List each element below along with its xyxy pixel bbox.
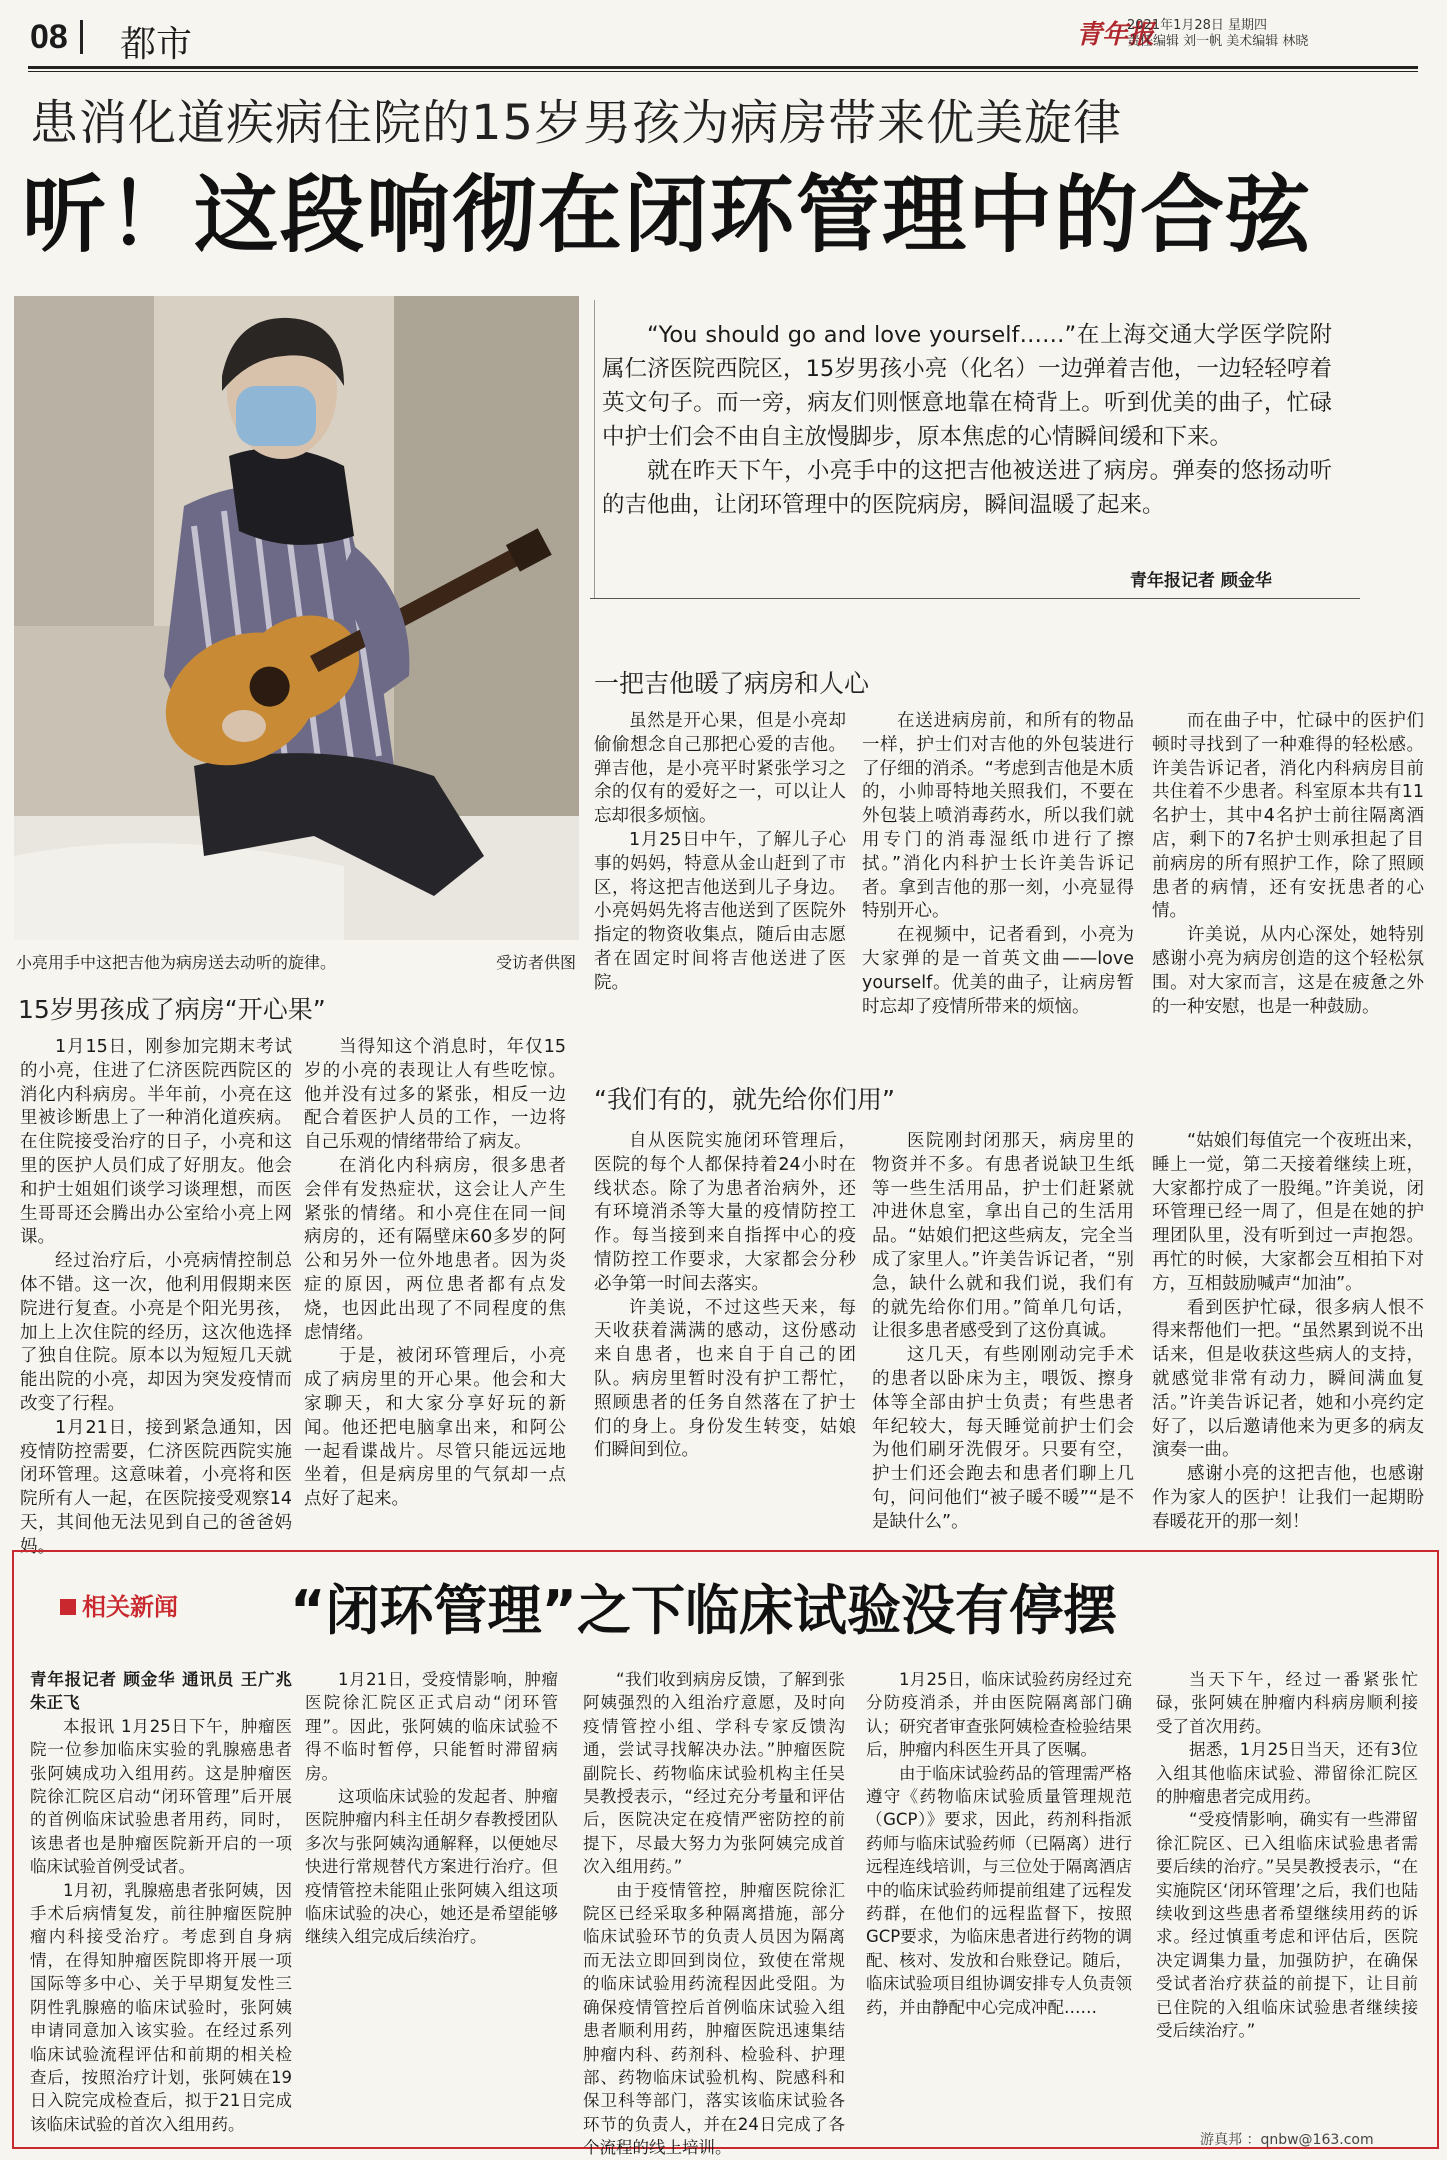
paragraph: 由于疫情管控，肿瘤医院徐汇院区已经采取多种隔离措施，部分临床试验环节的负责人员因为隔离而无法立即回到岗位，致使在常规的临床试验用药流程因此受阻。为确保疫情管控后首例临床试验入组患者顺利用药，肿瘤医院迅速集结肿瘤内科、药剂科、检验科、护理部、药物临床试验机构、院感科和保卫科等部门，落实该临床试验各环节的负责人，并在24日完成了各个流程的线上培训。	[583, 1880, 845, 2158]
paragraph: 这几天，有些刚刚动完手术的患者以卧床为主，喂饭、擦身体等全部由护士负责；有些患者年纪较大，每天睡觉前护士们会为他们刷牙洗假牙。只要有空，护士们还会跑去和患者们聊上几句，问问他们“被子暖不暖”“是不是缺什么”。	[872, 1345, 1134, 1532]
article-lead	[602, 318, 1332, 522]
paragraph: 于是，被闭环管理后，小亮成了病房里的开心果。他会和大家聊天，和大家分享好玩的新闻。他还把电脑拿出来，和阿公一起看谍战片。尽管只能远远地坐着，但是病房里的气氛却一点点好了起来。	[304, 1346, 566, 1510]
related-text-column	[583, 1668, 845, 2160]
article-kicker: 患消化道疾病住院的15岁男孩为病房带来优美旋律	[30, 95, 1123, 151]
page-footer: 游真邦 ：qnbw@163.com	[1200, 2132, 1374, 2148]
related-byline: 青年报记者 顾金华 通讯员 王广兆 朱正飞	[30, 1670, 292, 1713]
photo-credit: 受访者供图	[495, 953, 576, 972]
page-number	[30, 18, 95, 57]
paragraph: 1月21日，接到紧急通知，因疫情防控需要，仁济医院西院实施闭环管理。这意味着，小亮将和医院所有人一起，在医院接受观察14天，其间他无法见到自己的爸爸妈妈。	[20, 1417, 292, 1557]
related-text-column	[866, 1668, 1132, 2019]
paragraph: 在视频中，记者看到，小亮为大家弹的是一首英文曲——love yourself。优美的曲子，让病房暂时忘却了疫情所带来的烦恼。	[862, 925, 1134, 1017]
related-text-column	[30, 1668, 292, 2136]
paragraph: 经过治疗后，小亮病情控制总体不错。这一次，他利用假期来医院进行复查。小亮是个阳光男孩，加上上次住院的经历，这次他选择了独自住院。原本以为短短几天就能出院的小亮，却因为突发疫情而改变了行程。	[20, 1251, 292, 1414]
text-column	[1152, 1130, 1424, 1535]
related-news-title: “闭环管理”之下临床试验没有停摆	[290, 1579, 1117, 1642]
paragraph: “姑娘们每值完一个夜班出来，睡上一觉，第二天接着继续上班，大家都拧成了一股绳。”许美说，闭环管理已经一周了，但是在她的护理团队里，没有听到过一声抱怨。再忙的时候，大家都会互相拍下对方，互相鼓励喊声“加油”。	[1152, 1131, 1424, 1294]
paragraph: 当得知这个消息时，年仅15岁的小亮的表现让人有些吃惊。他并没有过多的紧张，相反一边配合着医护人员的工作，一边将自己乐观的情绪带给了病友。	[304, 1037, 566, 1153]
text-column	[20, 1036, 292, 1560]
text-column	[594, 710, 846, 996]
newspaper-logo: 青年报	[1076, 20, 1155, 50]
related-news-tag-text: 相关新闻	[82, 1593, 178, 1621]
photo-caption	[16, 950, 576, 973]
lead-paragraph: “You should go and love yourself……”在上海交通大学医学院附属仁济医院西院区，15岁男孩小亮（化名）一边弹着吉他，一边轻轻哼着英文句子。而一旁，病友们则惬意地靠在椅背上。听到优美的曲子，忙碌中护士们会不由自主放慢脚步，原本焦虑的心情瞬间缓和下来。	[602, 322, 1332, 450]
paragraph: 1月21日，受疫情影响，肿瘤医院徐汇院区正式启动“闭环管理”。因此，张阿姨的临床试验不得不临时暂停，只能暂时滞留病房。	[305, 1670, 558, 1783]
paragraph: “受疫情影响，确实有一些滞留徐汇院区、已入组临床试验患者需要后续的治疗。”吴昊教授表示，“在实施院区‘闭环管理’之后，我们也陆续收到这些患者希望继续用药的诉求。经过慎重考虑和评估后，医院决定调集力量，加强防护，在确保受试者治疗获益的前提下，让目前已住院的入组临床试验患者继续接受后续治疗。”	[1156, 1810, 1418, 2041]
text-column	[304, 1036, 566, 1512]
page-number-text: 08	[30, 18, 68, 56]
lead-paragraph: 就在昨天下午，小亮手中的这把吉他被送进了病房。弹奏的悠扬动听的吉他曲，让闭环管理中的医院病房，瞬间温暖了起来。	[602, 458, 1332, 518]
paragraph: 1月25日，临床试验药房经过充分防疫消杀，并由医院隔离部门确认；研究者审查张阿姨检查检验结果后，肿瘤内科医生开具了医嘱。	[866, 1670, 1132, 1760]
paragraph: 感谢小亮的这把吉他，也感谢作为家人的医护！让我们一起期盼春暖花开的那一刻！	[1152, 1464, 1424, 1532]
header-rule-thin	[28, 71, 1418, 72]
paragraph: 当天下午，经过一番紧张忙碌，张阿姨在肿瘤内科病房顺利接受了首次用药。	[1156, 1670, 1418, 1736]
article-headline: 听！这段响彻在闭环管理中的合弦	[22, 166, 1313, 264]
paragraph: “我们收到病房反馈，了解到张阿姨强烈的入组治疗意愿，及时向疫情管控小组、学科专家反馈沟通，尝试寻找解决办法。”肿瘤医院副院长、药物临床试验机构主任吴昊教授表示，“经过充分考量和评估后，医院决定在疫情严密防控的前提下，尽最大努力为张阿姨完成首次入组用药。”	[583, 1670, 845, 1877]
header-divider	[80, 20, 83, 54]
related-text-column	[305, 1668, 558, 1949]
section-heading-happy: 15岁男孩成了病房“开心果”	[18, 995, 326, 1024]
paragraph: 1月15日，刚参加完期末考试的小亮，住进了仁济医院西院区的消化内科病房。半年前，小亮在这里被诊断患上了一种消化道疾病。在住院接受治疗的日子，小亮和这里的医护人员们成了好朋友。他会和护士姐姐们谈学习谈理想，而医生哥哥还会腾出办公室给小亮上网课。	[20, 1037, 292, 1248]
paragraph: 本报讯 1月25日下午，肿瘤医院一位参加临床实验的乳腺癌患者张阿姨成功入组用药。这是肿瘤医院徐汇院区启动“闭环管理”后开展的首例临床试验患者用药，同时，该患者也是肿瘤医院新开启的一项临床试验首例受试者。	[30, 1716, 292, 1877]
paragraph: 1月25日中午，了解儿子心事的妈妈，特意从金山赶到了市区，将这把吉他送到儿子身边。小亮妈妈先将吉他送到了医院外指定的物资收集点，随后由志愿者在固定时间将吉他送进了医院。	[594, 829, 846, 993]
text-column	[1152, 710, 1424, 1019]
paragraph: 这项临床试验的发起者、肿瘤医院肿瘤内科主任胡夕春教授团队多次与张阿姨沟通解释，以便她尽快进行常规替代方案进行治疗。但疫情管控未能阻止张阿姨入组这项临床试验的决心，她还是希望能够继续入组完成后续治疗。	[305, 1787, 558, 1947]
date-info	[1127, 18, 1308, 50]
paragraph: 由于临床试验药品的管理需严格遵守《药物临床试验质量管理规范（GCP）》要求，因此，药剂科指派药师与临床试验药师（已隔离）进行远程连线培训，与三位处于隔离酒店中的临床试验药师提前组建了远程发药群，在他们的远程监督下，按照GCP要求，为临床患者进行药物的调配、核对、发放和台账登记。随后，临床试验项目组协调安排专人负责领药，并由静配中心完成冲配……	[866, 1763, 1132, 2017]
section-name: 都市	[120, 24, 193, 65]
paragraph: 1月初，乳腺癌患者张阿姨，因手术后病情复发，前往肿瘤医院肿瘤内科接受治疗。考虑到自身病情，在得知肿瘤医院即将开展一项国际等多中心、关于早期复发性三阴性乳腺癌的临床试验时，张阿姨申请同意加入该实验。在经过系列临床试验流程评估和前期的相关检查后，按照治疗计划，张阿姨在19日入院完成检查后，拟于21日完成该临床试验的首次入组用药。	[30, 1880, 292, 2134]
related-news-tag	[60, 1587, 178, 1622]
text-column	[872, 1130, 1134, 1535]
section-heading-share: “我们有的，就先给你们用”	[594, 1085, 895, 1114]
paragraph: 自从医院实施闭环管理后，医院的每个人都保持着24小时在线状态。除了为患者治病外，还有环境消杀等大量的疫情防控工作。每当接到来自指挥中心的疫情防控工作要求，大家都会分秒必争第一时间去落实。	[594, 1131, 856, 1294]
lead-divider-vertical	[594, 300, 595, 598]
article-byline: 青年报记者 顾金华	[1130, 571, 1272, 591]
editor-line: 责任编辑 刘一帆 美术编辑 林晓	[1127, 34, 1309, 49]
photo-caption-text: 小亮用手中这把吉他为病房送去动听的旋律。	[16, 953, 337, 972]
header-rule	[28, 66, 1418, 69]
paragraph: 而在曲子中，忙碌中的医护们顿时寻找到了一种难得的轻松感。许美告诉记者，消化内科病房目前共住着不少患者。科室原本共有11名护士，其中4名护士前往隔离酒店，剩下的7名护士则承担起了目前病房的所有照护工作，除了照顾患者的病情，还有安抚患者的心情。	[1152, 711, 1424, 922]
text-column	[862, 710, 1134, 1019]
paragraph: 许美说，从内心深处，她特别感谢小亮为病房创造的这个轻松氛围。对大家而言，这是在疲惫之外的一种安慰，也是一种鼓励。	[1152, 925, 1424, 1017]
paragraph: 许美说，不过这些天来，每天收获着满满的感动，这份感动来自患者，也来自于自己的团队。病房里暂时没有护工帮忙，照顾患者的任务自然落在了护士们的身上。身份发生转变，姑娘们瞬间到位。	[594, 1297, 856, 1461]
square-bullet-icon	[60, 1599, 76, 1615]
lead-divider	[590, 598, 1360, 599]
paragraph: 医院刚封闭那天，病房里的物资并不多。有患者说缺卫生纸等一些生活用品，护士们赶紧就冲进休息室，拿出自己的生活用品。“姑娘们把这些病友，完全当成了家里人。”许美告诉记者，“别急，缺什么就和我们说，我们有的就先给你们用。”简单几句话，让很多患者感受到了这份真诚。	[872, 1131, 1134, 1342]
paragraph: 看到医护忙碌，很多病人恨不得来帮他们一把。“虽然累到说不出话来，但是收获这些病人的支持，就感觉非常有动力，瞬间满血复活。”许美告诉记者，她和小亮约定好了，以后邀请他来为更多的病友演奏一曲。	[1152, 1297, 1424, 1461]
date-line: 2021年1月28日 星期四	[1127, 18, 1268, 33]
paragraph: 据悉，1月25日当天，还有3位入组其他临床试验、滞留徐汇院区的肿瘤患者完成用药。	[1156, 1740, 1418, 1807]
paragraph: 在消化内科病房，很多患者会伴有发热症状，这会让人产生紧张的情绪。和小亮住在同一间病房的，还有隔壁床60多岁的阿公和另外一位外地患者。因为炎症的原因，两位患者都有点发烧，也因此出现了不同程度的焦虑情绪。	[304, 1155, 566, 1343]
section-heading-guitar: 一把吉他暖了病房和人心	[594, 669, 870, 698]
related-text-column	[1156, 1668, 1418, 2043]
article-photo	[14, 296, 579, 940]
paragraph: 在送进病房前，和所有的物品一样，护士们对吉他的外包装进行了仔细的消杀。“考虑到吉他是木质的，小帅哥特地关照我们，不要在外包装上喷消毒药水，所以我们就用专门的消毒湿纸巾进行了擦拭。”消化内科护士长许美告诉记者。拿到吉他的那一刻，小亮显得特别开心。	[862, 711, 1134, 922]
text-column	[594, 1130, 856, 1463]
paragraph: 虽然是开心果，但是小亮却偷偷想念自己那把心爱的吉他。弹吉他，是小亮平时紧张学习之余的仅有的爱好之一，可以让人忘却很多烦恼。	[594, 711, 846, 827]
guitar-player-illustration	[14, 296, 579, 940]
